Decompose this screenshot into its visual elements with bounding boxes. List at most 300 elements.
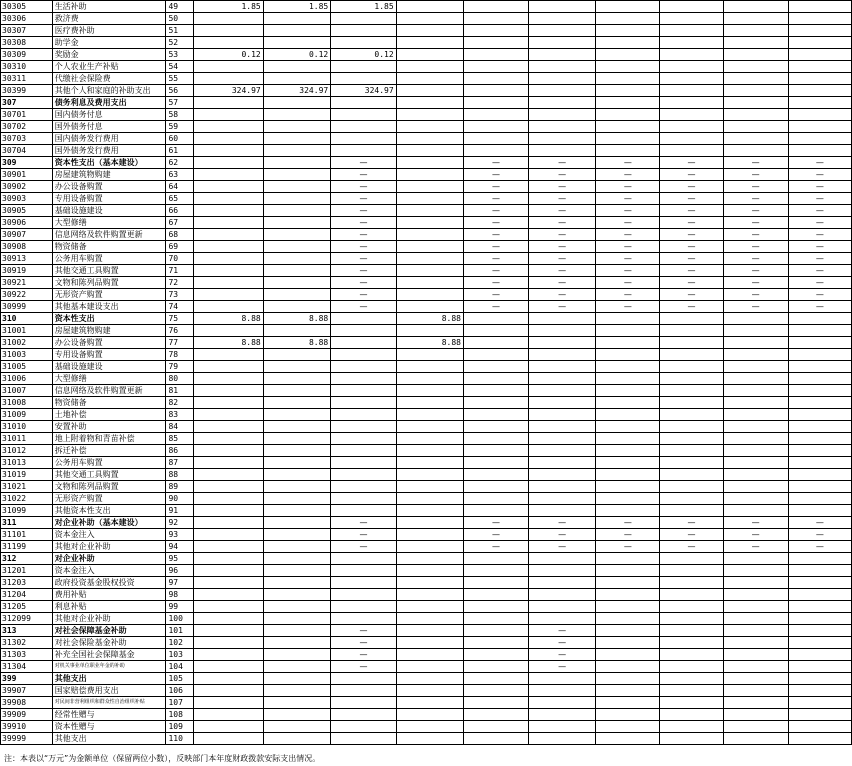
line-number-cell: 54: [166, 61, 194, 73]
line-number-cell: 78: [166, 349, 194, 361]
table-row: [1, 481, 852, 493]
amount-cell: [331, 97, 396, 109]
amount-cell: [194, 229, 263, 241]
amount-cell: [331, 505, 396, 517]
amount-cell: [396, 205, 463, 217]
amount-cell: [723, 109, 788, 121]
account-name-cell: 奖励金: [52, 49, 166, 61]
amount-cell: [463, 25, 528, 37]
amount-cell: —: [596, 517, 660, 529]
amount-cell: [596, 661, 660, 673]
amount-cell: —: [723, 253, 788, 265]
amount-cell: [788, 361, 851, 373]
amount-cell: [788, 73, 851, 85]
amount-cell: [596, 505, 660, 517]
amount-cell: [723, 373, 788, 385]
amount-cell: [529, 505, 596, 517]
amount-cell: [263, 457, 330, 469]
account-name-cell: 其他交通工具购置: [52, 469, 166, 481]
amount-cell: [529, 481, 596, 493]
amount-cell: [463, 325, 528, 337]
line-number-cell: 77: [166, 337, 194, 349]
amount-cell: [463, 577, 528, 589]
amount-cell: [396, 601, 463, 613]
amount-cell: —: [331, 205, 396, 217]
amount-cell: [331, 493, 396, 505]
amount-cell: [596, 1, 660, 13]
amount-cell: —: [463, 529, 528, 541]
account-code-cell: 30308: [1, 37, 53, 49]
amount-cell: [723, 361, 788, 373]
amount-cell: [263, 685, 330, 697]
amount-cell: [529, 121, 596, 133]
amount-cell: [263, 625, 330, 637]
amount-cell: [529, 721, 596, 733]
amount-cell: [263, 109, 330, 121]
amount-cell: [263, 121, 330, 133]
account-code-cell: 313: [1, 625, 53, 637]
table-row: [1, 301, 852, 313]
amount-cell: [463, 493, 528, 505]
amount-cell: 8.88: [194, 337, 263, 349]
amount-cell: [263, 709, 330, 721]
amount-cell: [596, 25, 660, 37]
amount-cell: [463, 553, 528, 565]
account-name-cell: 信息网络及软件购置更新: [52, 229, 166, 241]
amount-cell: —: [331, 301, 396, 313]
footnote: 注：本表以“万元”为金额单位（保留两位小数），反映部门本年度财政拨款安际支出情况。: [4, 754, 321, 763]
account-code-cell: 30905: [1, 205, 53, 217]
account-code-cell: 31204: [1, 589, 53, 601]
table-row: [1, 109, 852, 121]
amount-cell: [194, 385, 263, 397]
amount-cell: [194, 193, 263, 205]
account-code-cell: 30399: [1, 85, 53, 97]
amount-cell: [194, 217, 263, 229]
line-number-cell: 61: [166, 145, 194, 157]
amount-cell: —: [596, 157, 660, 169]
amount-cell: [463, 613, 528, 625]
line-number-cell: 57: [166, 97, 194, 109]
amount-cell: [396, 505, 463, 517]
amount-cell: [263, 361, 330, 373]
amount-cell: —: [463, 193, 528, 205]
amount-cell: [660, 505, 723, 517]
amount-cell: [194, 169, 263, 181]
amount-cell: [463, 733, 528, 745]
line-number-cell: 55: [166, 73, 194, 85]
account-code-cell: 30305: [1, 1, 53, 13]
amount-cell: —: [331, 289, 396, 301]
amount-cell: 8.88: [396, 337, 463, 349]
amount-cell: [396, 409, 463, 421]
amount-cell: [596, 349, 660, 361]
amount-cell: [788, 37, 851, 49]
amount-cell: [396, 421, 463, 433]
amount-cell: [723, 73, 788, 85]
account-code-cell: 30908: [1, 241, 53, 253]
amount-cell: [194, 685, 263, 697]
amount-cell: [596, 13, 660, 25]
account-code-cell: 30309: [1, 49, 53, 61]
account-name-cell: 国内债务付息: [52, 109, 166, 121]
amount-cell: [788, 445, 851, 457]
account-code-cell: 31201: [1, 565, 53, 577]
amount-cell: [194, 577, 263, 589]
amount-cell: [194, 133, 263, 145]
amount-cell: [596, 673, 660, 685]
amount-cell: —: [723, 241, 788, 253]
line-number-cell: 82: [166, 397, 194, 409]
amount-cell: 1.85: [194, 1, 263, 13]
account-code-cell: 31001: [1, 325, 53, 337]
account-name-cell: 房屋建筑物购建: [52, 325, 166, 337]
amount-cell: [194, 73, 263, 85]
amount-cell: —: [331, 193, 396, 205]
amount-cell: [529, 445, 596, 457]
amount-cell: —: [331, 277, 396, 289]
account-name-cell: 无形资产购置: [52, 493, 166, 505]
amount-cell: —: [723, 289, 788, 301]
amount-cell: [396, 97, 463, 109]
account-name-cell: 个人农业生产补贴: [52, 61, 166, 73]
amount-cell: [723, 601, 788, 613]
table-row: [1, 409, 852, 421]
table-row: [1, 661, 852, 673]
amount-cell: —: [723, 193, 788, 205]
amount-cell: [788, 373, 851, 385]
amount-cell: [396, 721, 463, 733]
amount-cell: —: [723, 541, 788, 553]
amount-cell: 8.88: [263, 313, 330, 325]
amount-cell: —: [331, 529, 396, 541]
line-number-cell: 64: [166, 181, 194, 193]
amount-cell: [788, 1, 851, 13]
amount-cell: [529, 349, 596, 361]
amount-cell: [396, 373, 463, 385]
amount-cell: [396, 85, 463, 97]
amount-cell: [529, 25, 596, 37]
line-number-cell: 87: [166, 457, 194, 469]
amount-cell: [529, 337, 596, 349]
amount-cell: [596, 637, 660, 649]
amount-cell: [596, 109, 660, 121]
line-number-cell: 107: [166, 697, 194, 709]
account-code-cell: 310: [1, 313, 53, 325]
account-name-cell: 文物和陈列品购置: [52, 277, 166, 289]
amount-cell: [723, 613, 788, 625]
amount-cell: [396, 229, 463, 241]
amount-cell: [723, 397, 788, 409]
amount-cell: [596, 697, 660, 709]
amount-cell: [529, 409, 596, 421]
amount-cell: [396, 625, 463, 637]
account-code-cell: 30999: [1, 301, 53, 313]
amount-cell: [331, 373, 396, 385]
amount-cell: —: [529, 181, 596, 193]
table-row: [1, 517, 852, 529]
account-name-cell: 安置补助: [52, 421, 166, 433]
account-name-cell: 对企业补助: [52, 553, 166, 565]
amount-cell: [463, 1, 528, 13]
account-name-cell: 其他对企业补助: [52, 613, 166, 625]
amount-cell: [263, 469, 330, 481]
amount-cell: [723, 97, 788, 109]
line-number-cell: 97: [166, 577, 194, 589]
amount-cell: [723, 421, 788, 433]
line-number-cell: 67: [166, 217, 194, 229]
amount-cell: [331, 325, 396, 337]
table-row: [1, 277, 852, 289]
account-code-cell: 30310: [1, 61, 53, 73]
amount-cell: [723, 733, 788, 745]
amount-cell: [194, 733, 263, 745]
account-name-cell: 基础设施建设: [52, 205, 166, 217]
line-number-cell: 51: [166, 25, 194, 37]
amount-cell: [723, 637, 788, 649]
amount-cell: [660, 361, 723, 373]
line-number-cell: 72: [166, 277, 194, 289]
amount-cell: [263, 661, 330, 673]
amount-cell: [331, 349, 396, 361]
amount-cell: [788, 697, 851, 709]
amount-cell: 8.88: [194, 313, 263, 325]
amount-cell: [723, 553, 788, 565]
account-code-cell: 30704: [1, 145, 53, 157]
amount-cell: [396, 253, 463, 265]
amount-cell: [723, 625, 788, 637]
amount-cell: —: [463, 229, 528, 241]
amount-cell: [529, 61, 596, 73]
account-name-cell: 资本性支出（基本建设）: [52, 157, 166, 169]
amount-cell: [194, 625, 263, 637]
amount-cell: [396, 181, 463, 193]
line-number-cell: 71: [166, 265, 194, 277]
amount-cell: —: [529, 517, 596, 529]
amount-cell: [396, 385, 463, 397]
account-name-cell: 其他交通工具购置: [52, 265, 166, 277]
amount-cell: [788, 505, 851, 517]
table-row: [1, 697, 852, 709]
amount-cell: [723, 445, 788, 457]
amount-cell: [263, 325, 330, 337]
amount-cell: 1.85: [331, 1, 396, 13]
amount-cell: [263, 505, 330, 517]
amount-cell: [396, 13, 463, 25]
amount-cell: [723, 433, 788, 445]
amount-cell: [396, 445, 463, 457]
account-code-cell: 31007: [1, 385, 53, 397]
amount-cell: [788, 61, 851, 73]
amount-cell: [194, 145, 263, 157]
amount-cell: [396, 529, 463, 541]
table-row: [1, 253, 852, 265]
amount-cell: [396, 649, 463, 661]
amount-cell: [396, 457, 463, 469]
amount-cell: —: [660, 205, 723, 217]
amount-cell: [660, 13, 723, 25]
amount-cell: [463, 697, 528, 709]
line-number-cell: 83: [166, 409, 194, 421]
amount-cell: [529, 673, 596, 685]
account-name-cell: 办公设备购置: [52, 337, 166, 349]
account-code-cell: 31099: [1, 505, 53, 517]
line-number-cell: 50: [166, 13, 194, 25]
amount-cell: [263, 373, 330, 385]
amount-cell: —: [788, 169, 851, 181]
amount-cell: —: [529, 157, 596, 169]
amount-cell: —: [596, 169, 660, 181]
line-number-cell: 53: [166, 49, 194, 61]
amount-cell: [396, 397, 463, 409]
amount-cell: [788, 721, 851, 733]
table-row: [1, 445, 852, 457]
amount-cell: [660, 481, 723, 493]
amount-cell: [396, 25, 463, 37]
amount-cell: —: [596, 241, 660, 253]
table-row: [1, 37, 852, 49]
amount-cell: [596, 613, 660, 625]
amount-cell: [194, 97, 263, 109]
amount-cell: [396, 193, 463, 205]
amount-cell: —: [331, 637, 396, 649]
account-name-cell: 公务用车购置: [52, 253, 166, 265]
amount-cell: [660, 661, 723, 673]
amount-cell: [263, 25, 330, 37]
amount-cell: —: [529, 253, 596, 265]
amount-cell: [331, 73, 396, 85]
account-code-cell: 312: [1, 553, 53, 565]
amount-cell: —: [331, 217, 396, 229]
line-number-cell: 85: [166, 433, 194, 445]
amount-cell: [463, 121, 528, 133]
table-row: [1, 469, 852, 481]
account-name-cell: 无形资产购置: [52, 289, 166, 301]
amount-cell: [529, 1, 596, 13]
amount-cell: —: [723, 229, 788, 241]
table-row: [1, 25, 852, 37]
amount-cell: [788, 97, 851, 109]
amount-cell: [788, 421, 851, 433]
amount-cell: [660, 325, 723, 337]
amount-cell: [596, 421, 660, 433]
account-code-cell: 39999: [1, 733, 53, 745]
account-code-cell: 31101: [1, 529, 53, 541]
amount-cell: [723, 685, 788, 697]
amount-cell: [723, 37, 788, 49]
account-name-cell: 资本金注入: [52, 529, 166, 541]
amount-cell: [596, 37, 660, 49]
account-name-cell: 其他资本性支出: [52, 505, 166, 517]
amount-cell: [723, 469, 788, 481]
amount-cell: [396, 241, 463, 253]
account-code-cell: 30922: [1, 289, 53, 301]
amount-cell: [463, 685, 528, 697]
table-body: [1, 1, 852, 745]
amount-cell: —: [331, 181, 396, 193]
amount-cell: [194, 409, 263, 421]
account-name-cell: 地上附着物和青苗补偿: [52, 433, 166, 445]
amount-cell: [788, 457, 851, 469]
amount-cell: [194, 589, 263, 601]
amount-cell: —: [529, 217, 596, 229]
account-name-cell: 国内债务发行费用: [52, 133, 166, 145]
amount-cell: [529, 133, 596, 145]
amount-cell: [529, 85, 596, 97]
amount-cell: [331, 601, 396, 613]
amount-cell: [788, 109, 851, 121]
amount-cell: [263, 733, 330, 745]
amount-cell: [529, 685, 596, 697]
line-number-cell: 96: [166, 565, 194, 577]
amount-cell: [596, 133, 660, 145]
account-code-cell: 30906: [1, 217, 53, 229]
table-row: [1, 733, 852, 745]
amount-cell: [529, 457, 596, 469]
amount-cell: [396, 361, 463, 373]
amount-cell: [788, 49, 851, 61]
amount-cell: [194, 361, 263, 373]
table-row: [1, 85, 852, 97]
account-code-cell: 30701: [1, 109, 53, 121]
line-number-cell: 105: [166, 673, 194, 685]
line-number-cell: 89: [166, 481, 194, 493]
account-code-cell: 30907: [1, 229, 53, 241]
amount-cell: —: [463, 181, 528, 193]
amount-cell: —: [463, 277, 528, 289]
amount-cell: —: [723, 301, 788, 313]
account-name-cell: 文物和陈列品购置: [52, 481, 166, 493]
line-number-cell: 75: [166, 313, 194, 325]
amount-cell: [263, 673, 330, 685]
amount-cell: [596, 601, 660, 613]
amount-cell: [463, 109, 528, 121]
amount-cell: [194, 517, 263, 529]
table-row: [1, 565, 852, 577]
amount-cell: [596, 433, 660, 445]
account-name-cell: 资本金注入: [52, 565, 166, 577]
amount-cell: [723, 649, 788, 661]
amount-cell: —: [788, 541, 851, 553]
account-name-cell: 债务利息及费用支出: [52, 97, 166, 109]
account-code-cell: 31199: [1, 541, 53, 553]
amount-cell: —: [331, 229, 396, 241]
amount-cell: [463, 625, 528, 637]
amount-cell: 324.97: [194, 85, 263, 97]
amount-cell: [463, 49, 528, 61]
amount-cell: —: [529, 649, 596, 661]
line-number-cell: 52: [166, 37, 194, 49]
amount-cell: [529, 373, 596, 385]
amount-cell: [331, 421, 396, 433]
amount-cell: [463, 37, 528, 49]
table-row: [1, 229, 852, 241]
line-number-cell: 93: [166, 529, 194, 541]
amount-cell: [263, 565, 330, 577]
table-row: [1, 457, 852, 469]
amount-cell: [463, 373, 528, 385]
account-name-cell: 信息网络及软件购置更新: [52, 385, 166, 397]
account-code-cell: 30919: [1, 265, 53, 277]
table-row: [1, 673, 852, 685]
amount-cell: [396, 349, 463, 361]
amount-cell: [331, 553, 396, 565]
amount-cell: —: [331, 241, 396, 253]
account-code-cell: 30702: [1, 121, 53, 133]
amount-cell: [463, 313, 528, 325]
amount-cell: —: [331, 253, 396, 265]
amount-cell: [788, 145, 851, 157]
